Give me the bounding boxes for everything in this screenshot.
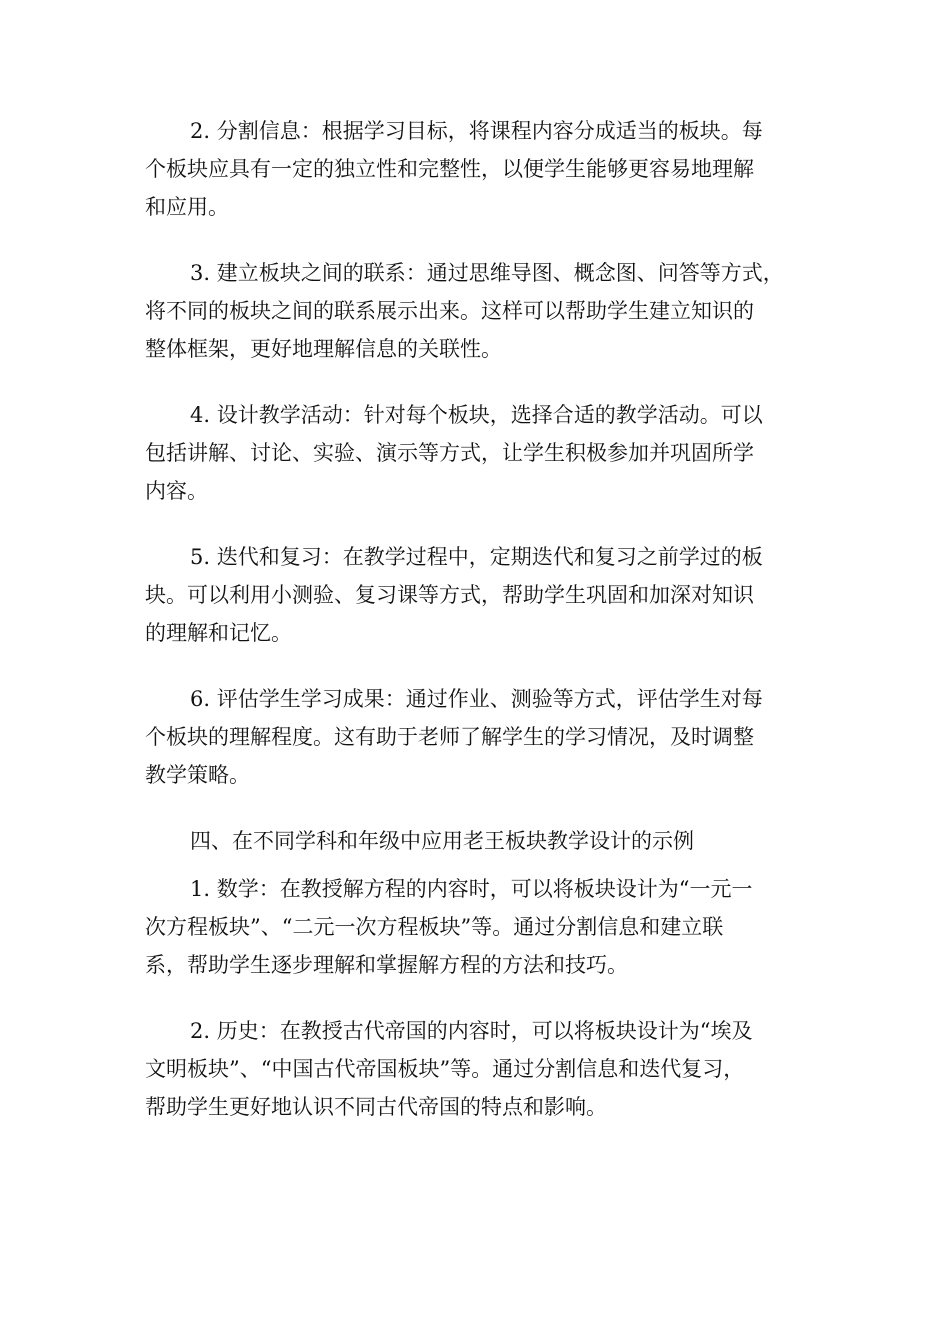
text-line: 1. 数学：在教授解方程的内容时，可以将板块设计为“一元一 [190,877,753,901]
text-line: 四、在不同学科和年级中应用老王板块教学设计的示例 [190,829,694,853]
text-line: 次方程板块”、“二元一次方程板块”等。通过分割信息和建立联 [145,915,724,939]
text-line: 2. 历史：在教授古代帝国的内容时，可以将板块设计为“埃及 [190,1019,753,1043]
text-line: 整体框架，更好地理解信息的关联性。 [145,337,502,361]
paragraph-split-information [145,112,825,226]
text-line: 将不同的板块之间的联系展示出来。这样可以帮助学生建立知识的 [145,299,754,323]
text-line: 系，帮助学生逐步理解和掌握解方程的方法和技巧。 [145,953,628,977]
text-line: 2. 分割信息：根据学习目标，将课程内容分成适当的板块。每 [190,119,763,143]
paragraph-evaluate-outcomes [145,680,825,794]
paragraph-build-connections [145,254,825,368]
text-line: 块。可以利用小测验、复习课等方式，帮助学生巩固和加深对知识 [145,583,754,607]
section-heading-examples [145,822,825,860]
paragraph-iterate-review [145,538,825,652]
paragraph-history-example [145,1012,825,1126]
text-line: 帮助学生更好地认识不同古代帝国的特点和影响。 [145,1095,607,1119]
text-line: 和应用。 [145,195,229,219]
text-line: 的理解和记忆。 [145,621,292,645]
text-line: 内容。 [145,479,208,503]
text-line: 教学策略。 [145,763,250,787]
text-line: 5. 迭代和复习：在教学过程中，定期迭代和复习之前学过的板 [190,545,763,569]
text-line: 4. 设计教学活动：针对每个板块，选择合适的教学活动。可以 [190,403,763,427]
text-line: 文明板块”、“中国古代帝国板块”等。通过分割信息和迭代复习， [145,1057,745,1081]
text-line: 包括讲解、讨论、实验、演示等方式，让学生积极参加并巩固所学 [145,441,754,465]
text-line: 个板块应具有一定的独立性和完整性，以便学生能够更容易地理解 [145,157,754,181]
text-line: 6. 评估学生学习成果：通过作业、测验等方式，评估学生对每 [190,687,763,711]
paragraph-design-activities [145,396,825,510]
text-line: 3. 建立板块之间的联系：通过思维导图、概念图、问答等方式， [190,261,784,285]
text-line: 个板块的理解程度。这有助于老师了解学生的学习情况，及时调整 [145,725,754,749]
paragraph-math-example [145,870,825,984]
